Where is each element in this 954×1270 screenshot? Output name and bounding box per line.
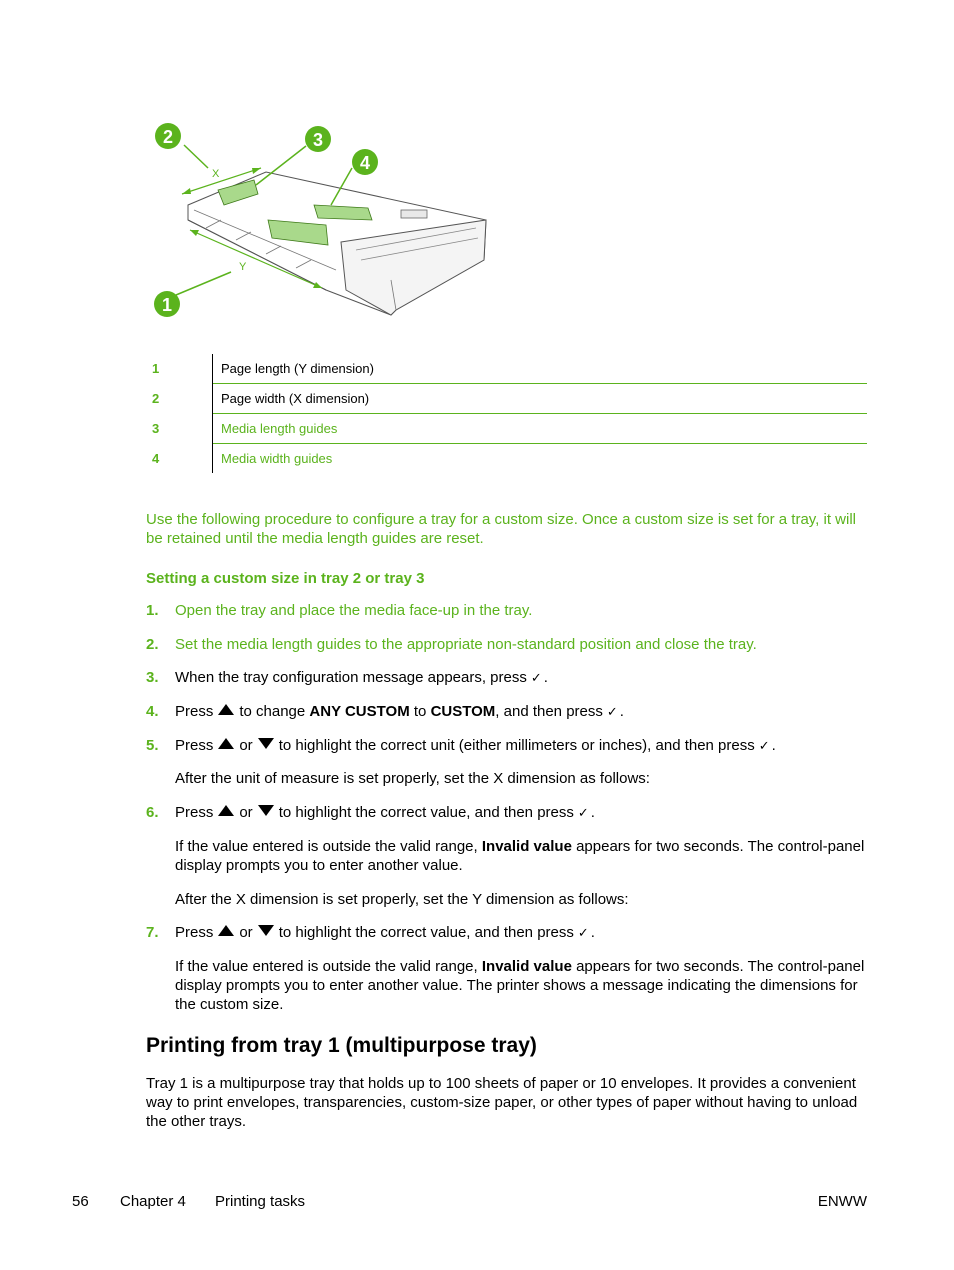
step-text: Press or to highlight the correct value, and then press ✓ . bbox=[175, 924, 595, 941]
section-title: Printing from tray 1 (multipurpose tray) bbox=[146, 1034, 537, 1057]
down-arrow-icon bbox=[258, 925, 274, 936]
up-arrow-icon bbox=[218, 805, 234, 816]
step-number: 5. bbox=[146, 737, 159, 754]
checkmark-icon: ✓ bbox=[758, 738, 770, 753]
svg-text:4: 4 bbox=[359, 153, 371, 173]
step-number: 6. bbox=[146, 804, 159, 821]
axis-y-label: Y bbox=[239, 261, 247, 273]
svg-text:3: 3 bbox=[312, 130, 324, 150]
step-6-note: If the value entered is outside the valid range, Invalid value appears for two seconds. The control-panel display prompts you to enter another value. bbox=[175, 838, 865, 874]
step-text: When the tray configuration message appears, press ✓ . bbox=[175, 669, 548, 686]
procedure-heading[interactable]: Setting a custom size in tray 2 or tray 3 bbox=[146, 570, 425, 587]
callout-2 bbox=[155, 123, 181, 149]
callout-number: 1 bbox=[146, 354, 213, 384]
down-arrow-icon bbox=[258, 805, 274, 816]
callout-link-media-width-guides[interactable]: Media width guides bbox=[213, 444, 868, 474]
callout-table bbox=[146, 354, 867, 473]
step-number: 3. bbox=[146, 669, 159, 686]
tray-figure bbox=[146, 110, 496, 330]
step-text: Press or to highlight the correct unit (either millimeters or inches), and then press ✓ . bbox=[175, 737, 776, 754]
checkmark-icon: ✓ bbox=[530, 670, 542, 685]
chapter-label: Chapter 4 bbox=[120, 1193, 186, 1210]
callout-1 bbox=[154, 291, 180, 317]
table-row bbox=[146, 414, 867, 444]
step-number: 2. bbox=[146, 636, 159, 653]
intro-paragraph[interactable]: Use the following procedure to configure a tray for a custom size. Once a custom size is set for a tray, it will be retained until the media length guides are reset. bbox=[146, 511, 857, 547]
callout-number: 2 bbox=[146, 384, 213, 414]
step-6-note-2: After the X dimension is set properly, set the Y dimension as follows: bbox=[175, 891, 629, 908]
callout-number: 4 bbox=[146, 444, 213, 474]
table-row bbox=[146, 384, 867, 414]
step-5-note: After the unit of measure is set properly, set the X dimension as follows: bbox=[175, 770, 650, 787]
up-arrow-icon bbox=[218, 704, 234, 715]
step-text: Press or to highlight the correct value, and then press ✓ . bbox=[175, 804, 595, 821]
up-arrow-icon bbox=[218, 925, 234, 936]
svg-text:2: 2 bbox=[162, 127, 174, 147]
svg-text:1: 1 bbox=[161, 295, 173, 315]
checkmark-icon: ✓ bbox=[606, 704, 618, 719]
checkmark-icon: ✓ bbox=[577, 805, 589, 820]
table-row bbox=[146, 444, 867, 474]
axis-x-label: X bbox=[212, 168, 220, 180]
chapter-title: Printing tasks bbox=[215, 1193, 306, 1210]
callout-description: Page width (X dimension) bbox=[213, 384, 868, 414]
tray-illustration bbox=[146, 110, 496, 330]
checkmark-icon: ✓ bbox=[577, 925, 589, 940]
callout-number: 3 bbox=[146, 414, 213, 444]
callout-4 bbox=[352, 149, 378, 175]
step-number: 1. bbox=[146, 602, 159, 619]
page-number: 56 bbox=[72, 1193, 89, 1210]
callout-description: Page length (Y dimension) bbox=[213, 354, 868, 384]
section-body: Tray 1 is a multipurpose tray that holds up to 100 sheets of paper or 10 envelopes. It provides a convenient way to print envelopes, transparencies, custom-size paper, or other types of paper without having to unload the other trays. bbox=[146, 1075, 858, 1130]
step-7-note: If the value entered is outside the valid range, Invalid value appears for two seconds. The control-panel display prompts you to enter another value. The printer shows a message indicating the dimensions for the custom size. bbox=[175, 958, 865, 1013]
step-link[interactable]: Set the media length guides to the appropriate non-standard position and close the tray. bbox=[175, 636, 757, 653]
step-number: 7. bbox=[146, 924, 159, 941]
callout-3 bbox=[305, 126, 331, 152]
table-row bbox=[146, 354, 867, 384]
edition-label: ENWW bbox=[817, 1193, 867, 1210]
step-text: Press to change ANY CUSTOM to CUSTOM, and then press ✓ . bbox=[175, 703, 624, 720]
down-arrow-icon bbox=[258, 738, 274, 749]
up-arrow-icon bbox=[218, 738, 234, 749]
callout-link-media-length-guides[interactable]: Media length guides bbox=[213, 414, 868, 444]
step-link[interactable]: Open the tray and place the media face-up in the tray. bbox=[175, 602, 533, 619]
step-number: 4. bbox=[146, 703, 159, 720]
